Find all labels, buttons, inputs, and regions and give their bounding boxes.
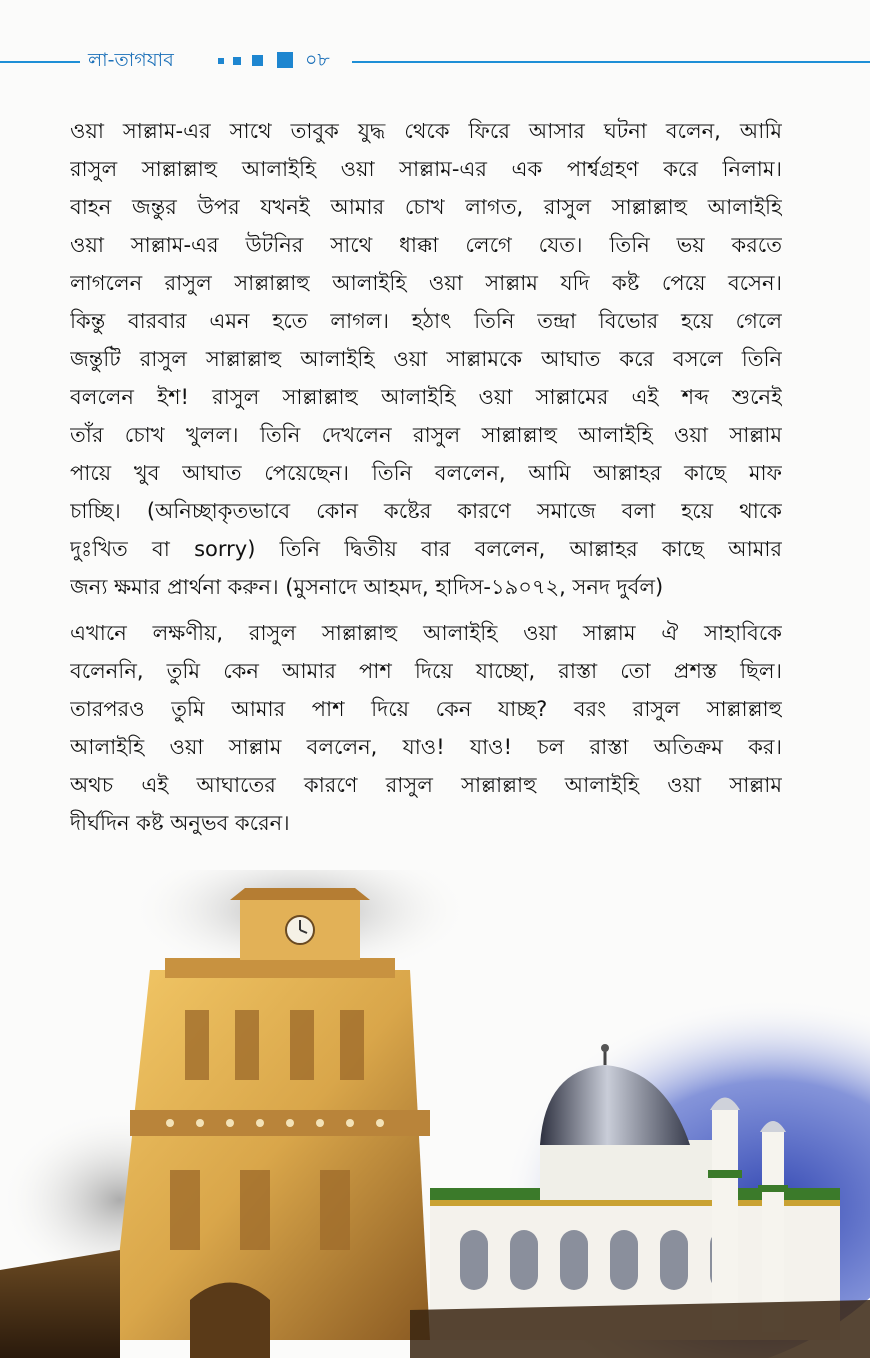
text-line: ওয়া সাল্লাম-এর উটনির সাথে ধাক্কা লেগে যেত। তিনি ভয় করতে <box>70 233 782 257</box>
text-line: বলেননি, তুমি কেন আমার পাশ দিয়ে যাচ্ছো, রাস্তা তো প্রশস্ত ছিল। <box>70 659 782 683</box>
text-line: লাগলেন রাসুল সাল্লাল্লাহু আলাইহি ওয়া সাল্লাম যদি কষ্ট পেয়ে বসেন। <box>70 271 782 295</box>
text-line: দুঃখিত বা sorry) তিনি দ্বিতীয় বার বললেন, আল্লাহর কাছে আমার <box>70 537 782 561</box>
text-line: চাচ্ছি। (অনিচ্ছাকৃতভাবে কোন কষ্টের কারণে সমাজে বলা হয়ে থাকে <box>70 499 782 523</box>
text-line: দীর্ঘদিন কষ্ট অনুভব করেন। <box>70 811 290 835</box>
header-square-small <box>233 57 241 65</box>
header-square-small <box>218 58 224 64</box>
text-line: রাসুল সাল্লাল্লাহু আলাইহি ওয়া সাল্লাম-এর এক পার্শ্বগ্রহণ করে নিলাম। <box>70 157 782 181</box>
header-rule-right <box>352 61 870 63</box>
clock-tower <box>110 888 430 1358</box>
text-line: আলাইহি ওয়া সাল্লাম বললেন, যাও! যাও! চল রাস্তা অতিক্রম কর। <box>70 735 782 759</box>
tower-arch <box>190 1283 270 1358</box>
header-rule-left <box>0 61 80 63</box>
text-line: পায়ে খুব আঘাত পেয়েছেন। তিনি বললেন, আমি আল্লাহর কাছে মাফ <box>70 461 782 485</box>
text-line: বললেন ইশ! রাসুল সাল্লাল্লাহু আলাইহি ওয়া সাল্লামের এই শব্দ শুনেই <box>70 385 782 409</box>
paragraph-2 <box>70 614 782 842</box>
page-number: ০৮ <box>305 49 330 71</box>
running-title: লা-তাগযাব <box>88 49 174 71</box>
text-line: বাহন জন্তুর উপর যখনই আমার চোখ লাগত, রাসুল সাল্লাল্লাহু আলাইহি <box>70 195 782 219</box>
text-line: কিন্তু বারবার এমন হতে লাগল। হঠাৎ তিনি তন্দ্রা বিভোর হয়ে গেলে <box>70 309 782 333</box>
header-square-large <box>277 52 293 68</box>
text-line: ওয়া সাল্লাম-এর সাথে তাবুক যুদ্ধ থেকে ফিরে আসার ঘটনা বলেন, আমি <box>70 119 782 143</box>
text-line: তাঁর চোখ খুলল। তিনি দেখলেন রাসুল সাল্লাল্লাহু আলাইহি ওয়া সাল্লাম <box>70 423 782 447</box>
minaret-left <box>708 1098 742 1331</box>
text-line: তারপরও তুমি আমার পাশ দিয়ে কেন যাচ্ছ? বরং রাসুল সাল্লাল্লাহু <box>70 697 782 721</box>
mosque-illustration <box>0 870 870 1358</box>
minaret-right <box>758 1121 788 1332</box>
body-text <box>70 112 782 842</box>
text-line: জন্য ক্ষমার প্রার্থনা করুন। (মুসনাদে আহমদ, হাদিস-১৯০৭২, সনদ দুর্বল) <box>70 575 664 599</box>
text-line: অথচ এই আঘাতের কারণে রাসুল সাল্লাল্লাহু আলাইহি ওয়া সাল্লাম <box>70 773 782 797</box>
header-square-medium <box>252 55 263 66</box>
text-line: এখানে লক্ষণীয়, রাসুল সাল্লাল্লাহু আলাইহি ওয়া সাল্লাম ঐ সাহাবিকে <box>70 621 782 645</box>
page-header <box>0 44 870 78</box>
text-line: জন্তুটি রাসুল সাল্লাল্লাহু আলাইহি ওয়া সাল্লামকে আঘাত করে বসলে তিনি <box>70 347 782 371</box>
paragraph-1 <box>70 112 782 606</box>
